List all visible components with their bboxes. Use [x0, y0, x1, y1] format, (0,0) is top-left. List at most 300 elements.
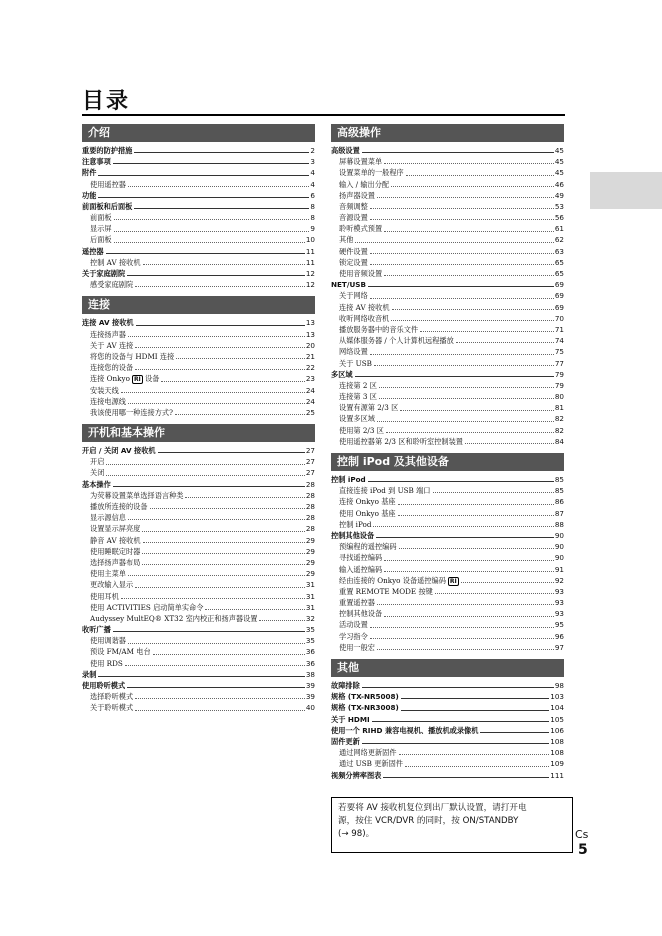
entry-title	[331, 575, 459, 586]
entry-page-number: 28	[305, 513, 315, 523]
toc-entry[interactable]	[331, 586, 564, 597]
toc-entry[interactable]	[331, 145, 564, 156]
toc-entry[interactable]	[82, 279, 315, 290]
entry-page-number: 86	[554, 497, 564, 507]
toc-entry[interactable]	[331, 575, 564, 586]
toc-entry[interactable]	[82, 407, 315, 418]
entry-page-number: 32	[305, 613, 315, 623]
toc-entry[interactable]	[331, 380, 564, 391]
dot-leader	[376, 537, 554, 538]
entry-page-number: 93	[554, 609, 564, 619]
entry-page-number: 29	[305, 546, 315, 556]
entry-title	[331, 642, 375, 653]
entry-title	[331, 156, 382, 167]
entry-title	[82, 523, 140, 534]
entry-page-number: 31	[305, 591, 315, 601]
section-heading: 连接	[82, 296, 315, 314]
toc-entry[interactable]	[82, 212, 315, 223]
dot-leader	[106, 464, 304, 465]
entry-page-number: 3	[310, 157, 315, 167]
dot-leader	[405, 766, 549, 767]
entry-page-number: 29	[305, 569, 315, 579]
entry-page-number: 12	[305, 269, 315, 279]
toc-entry[interactable]	[82, 396, 315, 407]
entry-page-number: 90	[554, 542, 564, 552]
toc-section	[82, 124, 315, 290]
entry-page-number: 90	[554, 530, 564, 540]
toc-entry[interactable]	[331, 167, 564, 178]
toc-entry[interactable]	[82, 235, 315, 246]
toc-entry[interactable]	[82, 373, 315, 384]
entry-page-number: 65	[554, 257, 564, 267]
dot-leader	[386, 432, 554, 433]
toc-entry[interactable]	[82, 179, 315, 190]
entry-text: 使用遥控器	[90, 179, 126, 189]
toc-entry[interactable]	[331, 770, 564, 781]
entry-title	[331, 391, 377, 402]
dot-leader	[456, 342, 554, 343]
entry-page-number: 82	[554, 414, 564, 424]
toc-entry[interactable]	[82, 340, 315, 351]
toc-entry[interactable]	[82, 223, 315, 234]
entry-text: 控制其他设备	[331, 530, 375, 540]
dot-leader	[383, 777, 549, 778]
toc-entry[interactable]	[82, 479, 315, 490]
toc-entry[interactable]	[82, 317, 315, 328]
entry-text: 连接扬声器	[90, 329, 126, 339]
section-heading: 其他	[331, 659, 564, 677]
dot-leader	[128, 643, 305, 644]
toc-entry[interactable]	[331, 268, 564, 279]
entry-text: 预编程的遥控编码	[339, 542, 397, 552]
entry-text: 使用聆听模式	[82, 681, 126, 691]
toc-entry[interactable]	[82, 201, 315, 212]
entry-page-number: 24	[305, 396, 315, 406]
dot-leader	[113, 486, 305, 487]
entry-page-number: 93	[554, 598, 564, 608]
dot-leader	[370, 219, 554, 220]
entry-title	[331, 302, 390, 313]
entry-title	[331, 223, 382, 234]
entry-text: 重要的防护措施	[82, 145, 133, 155]
entry-title	[331, 313, 389, 324]
entry-page-number: 75	[554, 347, 564, 357]
toc-entry[interactable]	[82, 351, 315, 362]
toc-entry[interactable]	[82, 557, 315, 568]
dot-leader	[134, 152, 309, 153]
toc-entry[interactable]	[82, 156, 315, 167]
toc-entry[interactable]	[331, 324, 564, 335]
toc-entry[interactable]	[82, 680, 315, 691]
toc-entry[interactable]	[331, 620, 564, 631]
toc-entry[interactable]	[82, 635, 315, 646]
toc-section	[331, 124, 564, 447]
entry-text: 开启 / 关闭 AV 接收机	[82, 446, 156, 456]
dot-leader	[134, 208, 309, 209]
toc-entry[interactable]	[82, 512, 315, 523]
entry-title	[331, 747, 397, 758]
dot-leader	[135, 587, 305, 588]
dot-leader	[114, 242, 305, 243]
entry-title	[82, 512, 126, 523]
toc-entry[interactable]	[82, 624, 315, 635]
toc-entry[interactable]	[331, 680, 564, 691]
entry-text: 前面板和后面板	[82, 201, 133, 211]
toc-entry[interactable]	[331, 402, 564, 413]
dot-leader	[384, 560, 554, 561]
toc-entry[interactable]	[331, 552, 564, 563]
entry-title	[331, 519, 371, 530]
dot-leader	[128, 186, 309, 187]
toc-entry[interactable]	[82, 445, 315, 456]
entry-text: 使用一般宏	[339, 642, 375, 652]
entry-title	[82, 385, 119, 396]
toc-entry[interactable]	[331, 519, 564, 530]
toc-entry[interactable]	[331, 714, 564, 725]
entry-page-number: 92	[554, 575, 564, 585]
entry-page-number: 90	[554, 553, 564, 563]
toc-entry[interactable]	[82, 268, 315, 279]
dot-leader	[362, 687, 554, 688]
entry-page-number: 35	[305, 636, 315, 646]
entry-title	[82, 351, 174, 362]
dot-leader	[128, 519, 305, 520]
toc-entry[interactable]	[331, 758, 564, 769]
note-line: 源，按住 VCR/DVR 的同时，按 ON/STANDBY	[338, 816, 519, 826]
dot-leader	[185, 497, 304, 498]
entry-page-number: 61	[554, 224, 564, 234]
entry-page-number: 13	[305, 329, 315, 339]
dot-leader	[384, 231, 554, 232]
entry-page-number: 46	[554, 179, 564, 189]
entry-title	[331, 335, 454, 346]
dot-leader	[113, 163, 310, 164]
entry-text: 使用主菜单	[90, 569, 126, 579]
entry-title	[331, 190, 375, 201]
entry-page-number: 8	[310, 201, 315, 211]
entry-page-number: 53	[554, 201, 564, 211]
entry-title	[82, 568, 126, 579]
entry-page-number: 69	[554, 302, 564, 312]
dot-leader	[142, 553, 305, 554]
entry-text: 通过 USB 更新固件	[339, 759, 403, 769]
entry-text: 我该使用哪一种连接方式?	[90, 407, 173, 417]
toc-entry[interactable]	[82, 658, 315, 669]
entry-text: 收听网络收音机	[339, 313, 390, 323]
entry-text: 功能	[82, 190, 97, 200]
section-heading: 控制 iPod 及其他设备	[331, 453, 564, 471]
entry-text: 经由连接的 Onkyo 设备遥控编码	[339, 575, 446, 585]
toc-entry[interactable]	[82, 579, 315, 590]
dot-leader	[127, 687, 305, 688]
toc-entry[interactable]	[331, 530, 564, 541]
toc-entry[interactable]	[331, 474, 564, 485]
entry-title	[82, 546, 140, 557]
dot-leader	[114, 219, 310, 220]
dot-leader	[379, 387, 554, 388]
entry-title	[331, 268, 382, 279]
entry-text: 设置显示屏亮度	[90, 524, 141, 534]
entry-page-number: 45	[554, 145, 564, 155]
entry-page-number: 6	[310, 190, 315, 200]
dot-leader	[98, 197, 309, 198]
toc-entry[interactable]	[331, 631, 564, 642]
toc-entry[interactable]	[331, 279, 564, 290]
toc-entry[interactable]	[331, 156, 564, 167]
toc-entry[interactable]	[331, 747, 564, 758]
dot-leader	[374, 365, 554, 366]
toc-right-column	[331, 124, 564, 787]
entry-text: 从媒体服务器 / 个人计算机远程播放	[339, 336, 454, 346]
toc-entry[interactable]	[82, 362, 315, 373]
entry-title	[331, 257, 368, 268]
toc-entry[interactable]	[331, 358, 564, 369]
toc-entry[interactable]	[82, 702, 315, 713]
toc-entry[interactable]	[331, 642, 564, 653]
entry-text: 播放所连接的设备	[90, 502, 148, 512]
toc-entry[interactable]	[82, 591, 315, 602]
toc-entry[interactable]	[82, 501, 315, 512]
entry-title	[82, 635, 126, 646]
entry-title	[82, 407, 173, 418]
entry-title	[331, 436, 463, 447]
entry-page-number: 13	[305, 318, 315, 328]
entry-page-number: 95	[554, 620, 564, 630]
entry-page-number: 71	[554, 324, 564, 334]
dot-leader	[384, 571, 554, 572]
toc-entry[interactable]	[331, 190, 564, 201]
entry-text: 将您的设备与 HDMI 连接	[90, 351, 175, 361]
toc-entry[interactable]	[331, 346, 564, 357]
toc-entry[interactable]	[82, 669, 315, 680]
toc-entry[interactable]	[331, 201, 564, 212]
toc-entry[interactable]	[82, 691, 315, 702]
entry-title	[82, 591, 119, 602]
entry-text: 关闭	[90, 468, 105, 478]
toc-entry[interactable]	[82, 546, 315, 557]
entry-page-number: 31	[305, 580, 315, 590]
entry-title	[82, 340, 133, 351]
dot-leader	[135, 347, 305, 348]
toc-entry[interactable]	[82, 385, 315, 396]
entry-title	[82, 223, 112, 234]
dot-leader	[420, 331, 554, 332]
toc-left-column	[82, 124, 315, 720]
entry-page-number: 91	[554, 564, 564, 574]
entry-page-number: 80	[554, 392, 564, 402]
entry-page-number: 23	[305, 374, 315, 384]
entry-text: 使用 RDS	[90, 658, 123, 668]
toc-entry[interactable]	[331, 335, 564, 346]
entry-title	[331, 725, 478, 736]
dot-leader	[158, 452, 305, 453]
dot-leader	[400, 410, 554, 411]
toc-entry[interactable]	[331, 257, 564, 268]
toc-entry[interactable]	[82, 190, 315, 201]
toc-entry[interactable]	[331, 235, 564, 246]
dot-leader	[370, 208, 554, 209]
toc-entry[interactable]	[82, 613, 315, 624]
entry-page-number: 22	[305, 363, 315, 373]
note-line: (→ 98)。	[338, 829, 375, 839]
entry-title	[82, 179, 126, 190]
toc-entry[interactable]	[331, 691, 564, 702]
toc-entry[interactable]	[331, 608, 564, 619]
toc-entry[interactable]	[82, 167, 315, 178]
entry-title	[82, 680, 125, 691]
entry-page-number: 49	[554, 190, 564, 200]
toc-entry[interactable]	[331, 508, 564, 519]
toc-entry[interactable]	[331, 702, 564, 713]
dot-leader	[398, 515, 554, 516]
toc-entry[interactable]	[331, 290, 564, 301]
toc-entry[interactable]	[331, 391, 564, 402]
dot-leader	[370, 638, 554, 639]
entry-title	[82, 246, 104, 257]
entry-text: 使用 ACTIVITIES 启动简单实命令	[90, 602, 204, 612]
toc-entry[interactable]	[82, 523, 315, 534]
note-line: 若要将 AV 接收机复位到出厂默认设置，请打开电	[338, 803, 527, 813]
entry-text: 连接 AV 接收机	[339, 302, 390, 312]
entry-title	[331, 290, 368, 301]
entry-text: 输入 / 输出分配	[339, 179, 390, 189]
toc-entry[interactable]	[331, 564, 564, 575]
entry-page-number: 77	[554, 358, 564, 368]
toc-entry[interactable]	[331, 414, 564, 425]
toc-entry[interactable]	[331, 246, 564, 257]
toc-entry[interactable]	[82, 246, 315, 257]
toc-entry[interactable]	[331, 736, 564, 747]
dot-leader	[161, 381, 304, 382]
entry-text: 固件更新	[331, 736, 360, 746]
entry-page-number: 85	[554, 486, 564, 496]
dot-leader	[136, 325, 305, 326]
entry-title	[331, 234, 353, 245]
dot-leader	[175, 414, 305, 415]
entry-page-number: 45	[554, 157, 564, 167]
entry-text: 前面板	[90, 213, 112, 223]
toc-entry[interactable]	[331, 541, 564, 552]
entry-page-number: 62	[554, 235, 564, 245]
toc-entry[interactable]	[82, 568, 315, 579]
dot-leader	[113, 631, 305, 632]
toc-entry[interactable]	[82, 257, 315, 268]
toc-entry[interactable]	[82, 456, 315, 467]
entry-text: 设置菜单的一般程序	[339, 168, 404, 178]
entry-title	[82, 234, 112, 245]
toc-entry[interactable]	[331, 485, 564, 496]
dot-leader	[370, 298, 554, 299]
entry-text: 屏幕设置菜单	[339, 157, 383, 167]
dot-leader	[399, 548, 554, 549]
toc-section	[331, 453, 564, 653]
toc-section	[82, 296, 315, 418]
toc-entry[interactable]	[331, 313, 564, 324]
entry-page-number: 4	[310, 179, 315, 189]
toc-entry[interactable]	[331, 369, 564, 380]
entry-title	[331, 212, 368, 223]
entry-text: 选择聆听模式	[90, 692, 134, 702]
entry-title	[331, 631, 368, 642]
entry-text: 连接第 2 区	[339, 380, 377, 390]
entry-text: 关于 HDMI	[331, 714, 370, 724]
entry-title	[82, 279, 133, 290]
dot-leader	[142, 531, 305, 532]
dot-leader	[106, 475, 304, 476]
entry-text: NET/USB	[331, 280, 366, 290]
entry-title	[331, 346, 368, 357]
dot-leader	[135, 286, 305, 287]
entry-page-number: 39	[305, 681, 315, 691]
entry-title	[82, 646, 151, 657]
entry-text: 为荧幕设置菜单选择语言种类	[90, 490, 184, 500]
toc-entry[interactable]	[331, 597, 564, 608]
dot-leader	[142, 564, 305, 565]
dot-leader	[377, 649, 554, 650]
toc-entry[interactable]	[82, 468, 315, 479]
toc-entry[interactable]	[331, 302, 564, 313]
toc-section	[82, 424, 315, 714]
entry-page-number: 104	[550, 703, 564, 713]
entry-suffix: 设备	[142, 374, 160, 384]
entry-page-number: 85	[554, 475, 564, 485]
entry-page-number: 111	[550, 770, 564, 780]
entry-text: 规格 (TX-NR3008)	[331, 703, 399, 713]
factory-reset-note	[331, 797, 573, 853]
toc-entry[interactable]	[331, 725, 564, 736]
entry-title	[331, 691, 399, 702]
entry-title	[82, 467, 104, 478]
toc-entry[interactable]	[331, 223, 564, 234]
entry-page-number: 63	[554, 246, 564, 256]
dot-leader	[143, 264, 305, 265]
entry-page-number: 79	[554, 380, 564, 390]
toc-entry[interactable]	[331, 496, 564, 507]
toc-entry[interactable]	[82, 329, 315, 340]
entry-page-number: 74	[554, 336, 564, 346]
dot-leader	[399, 754, 550, 755]
toc-entry[interactable]	[331, 212, 564, 223]
entry-title	[82, 490, 183, 501]
toc-entry[interactable]	[331, 425, 564, 436]
entry-title	[82, 396, 126, 407]
entry-page-number: 12	[305, 280, 315, 290]
dot-leader	[372, 721, 550, 722]
entry-title	[82, 479, 111, 490]
toc-entry[interactable]	[82, 490, 315, 501]
entry-text: 其他	[339, 235, 354, 245]
toc-entry[interactable]	[82, 535, 315, 546]
toc-entry[interactable]	[82, 647, 315, 658]
dot-leader	[435, 593, 554, 594]
entry-page-number: 108	[550, 748, 564, 758]
entry-page-number: 108	[550, 736, 564, 746]
entry-text: 控制其他设备	[339, 609, 383, 619]
entry-text: 使用调谐器	[90, 636, 126, 646]
ri-logo-icon: RI	[133, 376, 141, 384]
entry-page-number: 79	[554, 369, 564, 379]
entry-page-number: 40	[305, 703, 315, 713]
entry-title	[331, 279, 366, 290]
toc-entry[interactable]	[331, 436, 564, 447]
dot-leader	[135, 698, 305, 699]
toc-entry[interactable]	[82, 602, 315, 613]
toc-entry[interactable]	[331, 179, 564, 190]
entry-title	[82, 201, 132, 212]
entry-page-number: 28	[305, 502, 315, 512]
dot-leader	[391, 186, 554, 187]
toc-entry[interactable]	[82, 145, 315, 156]
